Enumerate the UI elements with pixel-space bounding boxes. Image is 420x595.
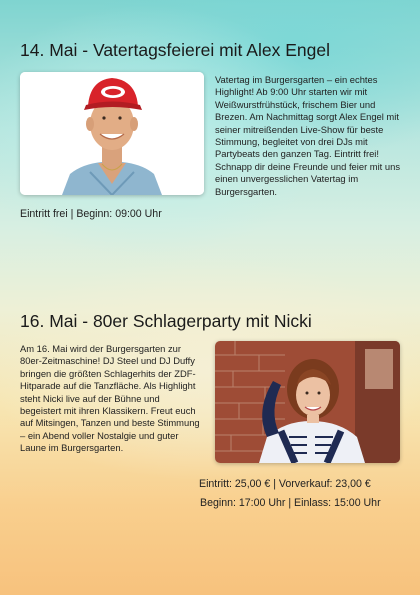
event2-title: 16. Mai - 80er Schlagerparty mit Nicki <box>20 311 312 331</box>
event1-info: Eintritt frei | Beginn: 09:00 Uhr <box>20 208 162 220</box>
event2-description: Am 16. Mai wird der Burgersgarten zur 80er-Zeitmaschine! DJ Steel und DJ Duffy bringen die größten Schlagerhits der ZDF-Hitparade auf die Tanzfläche. Als Highlight steht Nicki live auf der Bühne und begeistert mit ihren Klassikern. Freut euch auf Mitsingen, Tanzen und beste Stimmung – ein Abend voller Nostalgie und guter Laune im Burgersgarten. <box>20 343 200 454</box>
event2-times: Beginn: 17:00 Uhr | Einlass: 15:00 Uhr <box>200 497 381 509</box>
event1-photo <box>20 72 204 195</box>
event2-price: Eintritt: 25,00 € | Vorverkauf: 23,00 € <box>199 478 371 490</box>
event1-title: 14. Mai - Vatertagsfeierei mit Alex Engel <box>20 40 330 60</box>
event1-description: Vatertag im Burgersgarten – ein echtes Highlight! Ab 9:00 Uhr starten wir mit Weißwurstfrühstück, frischem Bier und Brezen. Am Nachmittag sorgt Alex Engel mit seiner mitreißenden Live-Show für beste Stimmung, begleitet von drei DJs mit Partybeats den ganzen Tag. Eintritt frei! Schnapp dir deine Freunde und feier mit uns einen unvergesslichen Vatertag im Burgersgarten. <box>215 74 401 197</box>
event2-photo <box>215 341 400 463</box>
